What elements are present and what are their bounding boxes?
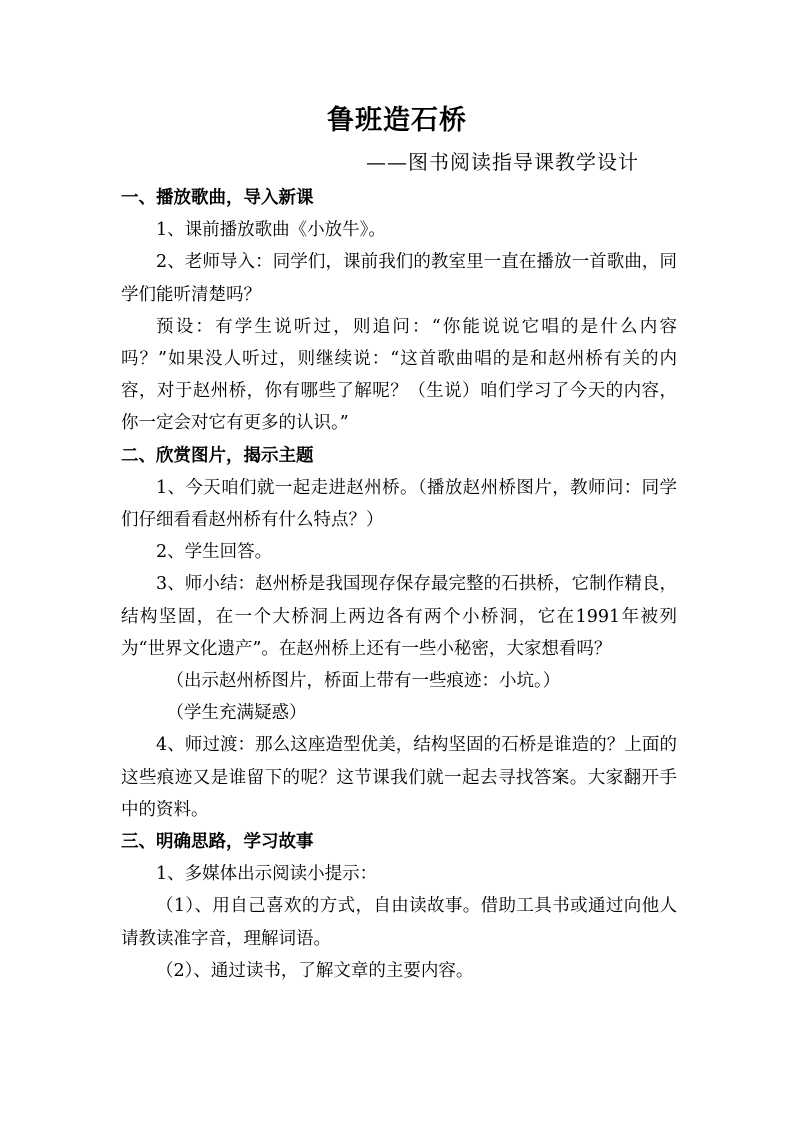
paragraph: 2、老师导入：同学们，课前我们的教室里一直在播放一首歌曲，同学们能听清楚吗？ (121, 252, 677, 305)
paragraph: 3、师小结：赵州桥是我国现存保存最完整的石拱桥，它制作精良，结构坚固，在一个大桥洞上两边各有两个小桥洞，它在1991年被列为“世界文化遗产”。在赵州桥上还有一些小秘密，大家想看吗？ (121, 574, 677, 659)
page-subtitle: ——图书阅读指导课教学设计 (366, 150, 639, 174)
paragraph: （学生充满疑惑） (166, 703, 307, 724)
document-body (121, 182, 677, 987)
paragraph: 1、多媒体出示阅读小提示： (156, 864, 378, 885)
paragraph: 1、课前播放歌曲《小放牛》。 (156, 220, 386, 241)
paragraph: 预设：有学生说听过，则追问：“你能说说它唱的是什么内容吗？”如果没人听过，则继续说：“这首歌曲唱的是和赵州桥有关的内容，对于赵州桥，你有哪些了解呢？（生说）咱们学习了今天的内容，你一定会对它有更多的认识。” (121, 316, 677, 434)
page-title: 鲁班造石桥 (327, 105, 467, 136)
paragraph: 1、今天咱们就一起走进赵州桥。（播放赵州桥图片，教师问：同学们仔细看看赵州桥有什么特点？） (121, 477, 677, 531)
section-heading: 三、明确思路，学习故事 (121, 832, 314, 853)
section-heading: 二、欣赏图片，揭示主题 (121, 445, 314, 466)
paragraph: （1）、用自己喜欢的方式，自由读故事。借助工具书或通过向他人请教读准字音，理解词语。 (121, 896, 677, 949)
paragraph: （2）、通过读书，了解文章的主要内容。 (156, 960, 474, 981)
section-heading: 一、播放歌曲，导入新课 (121, 188, 314, 208)
paragraph: 2、学生回答。 (156, 542, 273, 563)
paragraph: 4、师过渡：那么这座造型优美，结构坚固的石桥是谁造的？上面的这些痕迹又是谁留下的呢？这节课我们就一起去寻找答案。大家翻开手中的资料。 (121, 735, 677, 820)
paragraph: （出示赵州桥图片，桥面上带有一些痕迹：小坑。） (166, 671, 561, 692)
